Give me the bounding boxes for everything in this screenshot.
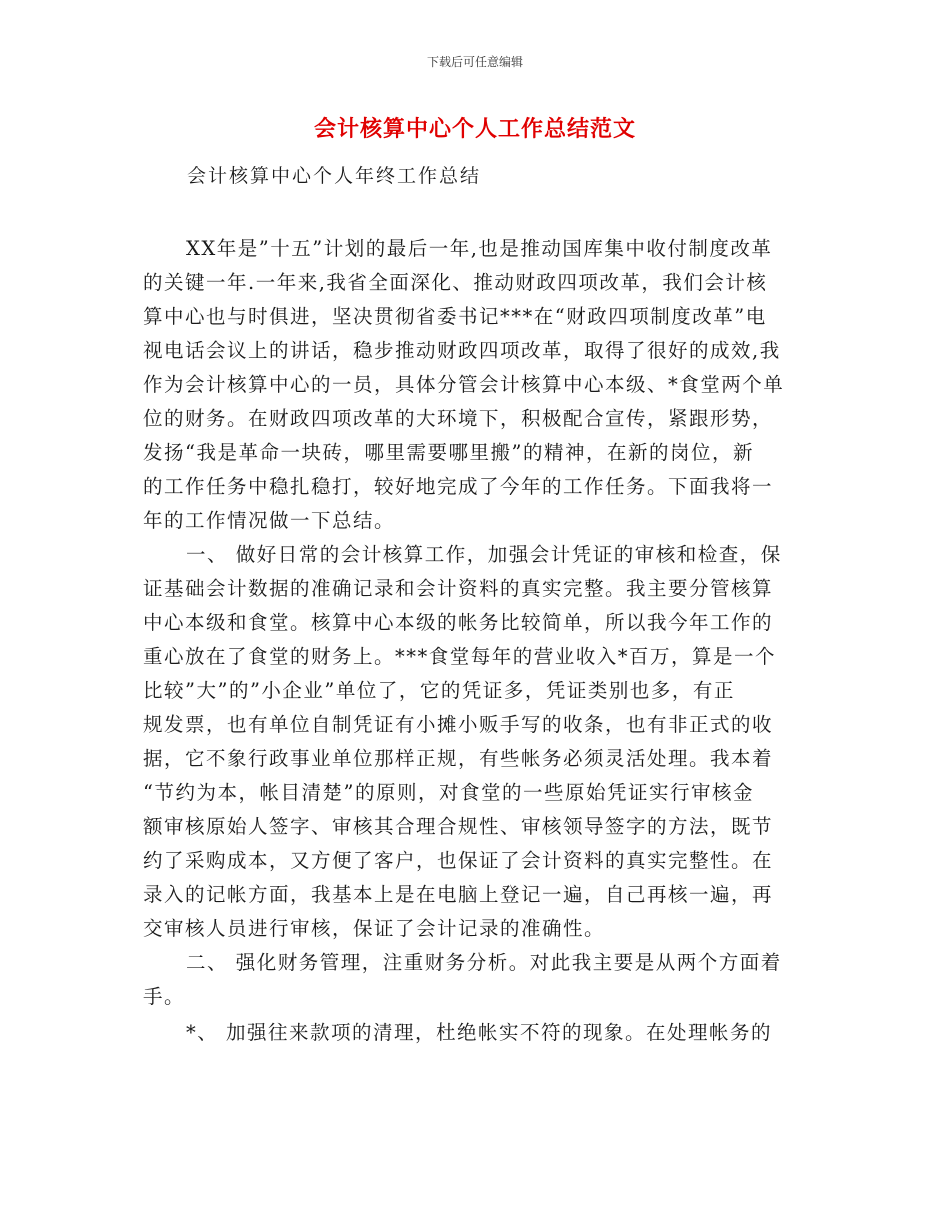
- text-line: 二、 强化财务管理，注重财务分析。对此我主要是从两个方面着: [186, 951, 782, 974]
- text-line: XX年是”十五”计划的最后一年,也是推动国库集中收付制度改革: [186, 237, 773, 260]
- text-line: 算中心也与时俱进，坚决贯彻省委书记***在“财政四项制度改革”电: [143, 305, 767, 328]
- text-line: 年的工作情况做一下总结。: [143, 509, 396, 532]
- text-line: 发扬“我是革命一块砖，哪里需要哪里搬”的精神，在新的岗位，新: [143, 441, 754, 464]
- text-line: 录入的记帐方面，我基本上是在电脑上登记一遍，自己再核一遍，再: [143, 883, 774, 906]
- text-line: 作为会计核算中心的一员，具体分管会计核算中心本级、*食堂两个单: [143, 373, 785, 396]
- text-line: 交审核人员进行审核，保证了会计记录的准确性。: [143, 917, 606, 940]
- text-line: 视电话会议上的讲话，稳步推动财政四项改革，取得了很好的成效,我: [143, 339, 781, 362]
- text-line: 重心放在了食堂的财务上。***食堂每年的营业收入*百万，算是一个: [143, 645, 777, 668]
- text-line: 一、 做好日常的会计核算工作，加强会计凭证的审核和检查，保: [186, 543, 782, 566]
- text-line: *、 加强往来款项的清理，杜绝帐实不符的现象。在处理帐务的: [186, 1021, 772, 1044]
- text-line: 中心本级和食堂。核算中心本级的帐务比较简单，所以我今年工作的: [143, 611, 774, 634]
- header-note: 下载后可任意编辑: [426, 55, 523, 69]
- text-line: 的工作任务中稳扎稳打，较好地完成了今年的工作任务。下面我将一: [143, 475, 774, 498]
- text-line: 的关键一年.一年来,我省全面深化、推动财政四项改革，我们会计核: [143, 271, 768, 294]
- text-line: 比较”大”的”小企业”单位了，它的凭证多，凭证类别也多，有正: [143, 679, 735, 702]
- text-line: 位的财务。在财政四项改革的大环境下，积极配合宣传，紧跟形势，: [143, 407, 774, 430]
- document-title: 会计核算中心个人工作总结范文: [313, 117, 636, 142]
- text-line: 额审核原始人签字、审核其合理合规性、审核领导签字的方法，既节: [143, 815, 774, 838]
- text-line: “节约为本，帐目清楚”的原则，对食堂的一些原始凭证实行审核金: [143, 781, 754, 804]
- text-line: 证基础会计数据的准确记录和会计资料的真实完整。我主要分管核算: [143, 577, 774, 600]
- text-line: 手。: [143, 985, 186, 1008]
- text-line: 约了采购成本，又方便了客户，也保证了会计资料的真实完整性。在: [143, 849, 774, 872]
- document-subtitle: 会计核算中心个人年终工作总结: [187, 165, 482, 187]
- text-line: 规发票，也有单位自制凭证有小摊小贩手写的收条，也有非正式的收: [143, 713, 774, 736]
- text-line: 据，它不象行政事业单位那样正规，有些帐务必须灵活处理。我本着: [143, 747, 774, 770]
